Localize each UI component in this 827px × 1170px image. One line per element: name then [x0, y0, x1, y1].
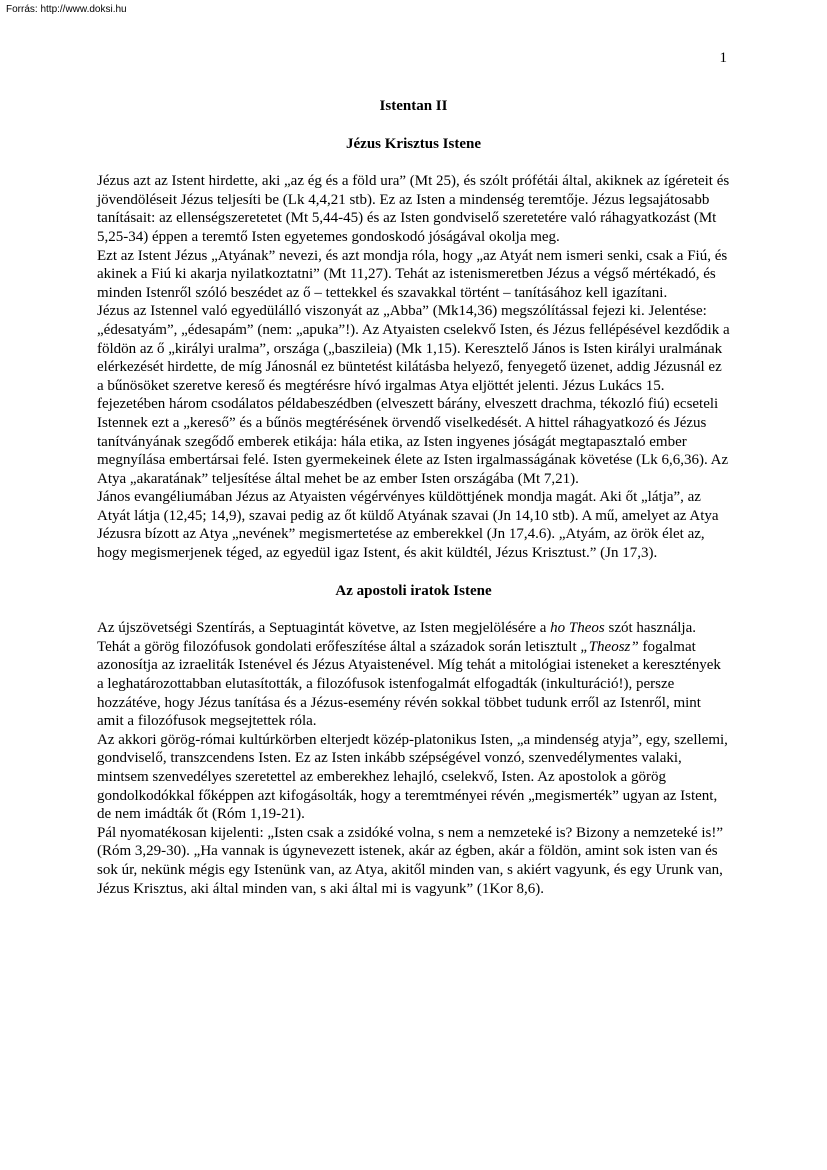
document-subtitle: Jézus Krisztus Istene	[346, 135, 481, 152]
italic-term: ho Theos	[550, 620, 605, 637]
paragraph: Jézus azt az Istent hirdette, aki „az ég és a föld ura” (Mt 25), és szólt prófétái által, akiknek az ígéreteit és jövendöléseit Jézus teljesíti be (Lk 4,4,21 stb). Ez az Isten a mindenség teremtője. Jézus legsajátosabb tanításait: az ellenségszeretetet (Mt 5,44-45) és az Isten gondviselő szeretetére való ráhagyatkozást (Mt 5,25-34) éppen a teremtő Isten egyetemes gondoskodó jóságával okolja meg.	[97, 173, 730, 245]
paragraph	[97, 619, 730, 731]
paragraph-text: szót használja. Tehát a görög filozófusok gondolati erőfeszítése által a századok során letisztult	[97, 620, 696, 655]
page-number: 1	[719, 50, 727, 66]
paragraph: Ezt az Istent Jézus „Atyának” nevezi, és azt mondja róla, hogy „az Atyát nem ismeri senki, csak a Fiú, és akinek a Fiú ki akarja nyilatkoztatni” (Mt 11,27). Tehát az istenismeretben Jézus a végső mértékadó, és minden Istenről szóló beszédet az ő – tettekkel és szavakkal történt – tanításához kell igazítani.	[97, 247, 728, 301]
document-title: Istentan II	[379, 98, 448, 114]
paragraph-text: fogalmat azonosítja az izraeliták Istenével és Jézus Atyaistenével. Míg tehát a mitológiai isteneket a keresztények a leghatározottabban elutasították, a filozófusok istenfogalmát elfogadták (inkulturáció!), persze hozzátéve, hogy Jézus tanítása és a Jézus-esemény révén sokkal többet tudunk erről az Istenről, mint amit a filozófusok megsejtettek róla.	[97, 638, 721, 730]
paragraph-text: Az újszövetségi Szentírás, a Septuagintát követve, az Isten megjelölésére a	[97, 620, 551, 637]
document-body	[97, 97, 730, 898]
section-gap	[97, 563, 730, 582]
paragraph: Jézus az Istennel való egyedülálló viszonyát az „Abba” (Mk14,36) megszólítással fejezi ki. Jelentése: „édesatyám”, „édesapám” (nem: „apuka”!). Az Atyaisten cselekvő Isten, és Jézus fellépésével kezdődik a földön az ő „királyi uralma”, országa („baszileia) (Mk 1,15). Keresztelő János is Isten királyi uralmának elérkezését hirdette, de míg Jánosnál ez büntetést kilátásba helyező, fenyegető üzenet, addig Jézusnál ez a bűnösöket szeretve kereső és megtérésre hívó irgalmas Atya eljöttét jelenti. Jézus Lukács 15. fejezetében három csodálatos példabeszédben (elveszett bárány, elveszett drachma, tékozló fiú) ecseteli Istennek ezt a „kereső” és a bűnös megtérésének örvendő viselkedését. A hittel ráhagyatkozó és Jézus tanítványának szegődő emberek etikája: hála etika, az Isten ingyenes jóságát megtapasztaló ember megnyílása embertársai felé. Isten gyermekeinek élete az Isten irgalmasságának követése (Lk 6,6,36). Az Atya „akaratának” teljesítése által mehet be az ember Isten országába (Mt 7,21).	[97, 303, 730, 487]
paragraph: Az akkori görög-római kultúrkörben elterjedt közép-platonikus Isten, „a mindenség atyja”, egy, szellemi, gondviselő, transzcendens Isten. Ez az Isten inkább szépségével vonzó, szenvedélymentes valaki, mintsem szenvedélyes szeretettel az emberekhez lehajló, cselekvő, Isten. Az apostolok a görög gondolkodókkal főképpen azt kifogásolták, hogy a teremtményei révén „megismerték” ugyan az Istent, de nem imádták őt (Róm 1,19-21).	[97, 731, 728, 823]
section-heading: Az apostoli iratok Istene	[335, 582, 492, 599]
source-line: Forrás: http://www.doksi.hu	[6, 4, 127, 15]
paragraph: Pál nyomatékosan kijelenti: „Isten csak a zsidóké volna, s nem a nemzeteké is? Bizony a nemzeteké is!” (Róm 3,29-30). „Ha vannak is úgynevezett istenek, akár az égben, akár a földön, amint sok isten van és sok úr, nekünk mégis egy Istenünk van, az Atya, akitől minden van, s akiért vagyunk, és egy Urunk van, Jézus Krisztus, aki által minden van, s aki által mi is vagyunk” (1Kor 8,6).	[97, 824, 724, 897]
italic-term: „Theosz”	[580, 638, 639, 655]
paragraph: János evangéliumában Jézus az Atyaisten végérvényes küldöttjének mondja magát. Aki őt „látja”, az Atyát látja (12,45; 14,9), szavai pedig az őt küldő Atyának szavai (Jn 14,10 stb). A mű, amelyet az Atya Jézusra bízott az Atya „nevének” megismertetése az emberekkel (Jn 17,4.6). „Atyám, az örök élet az, hogy megismerjenek téged, az egyedül igaz Istent, és akit küldtél, Jézus Krisztust.” (Jn 17,3).	[97, 489, 719, 562]
